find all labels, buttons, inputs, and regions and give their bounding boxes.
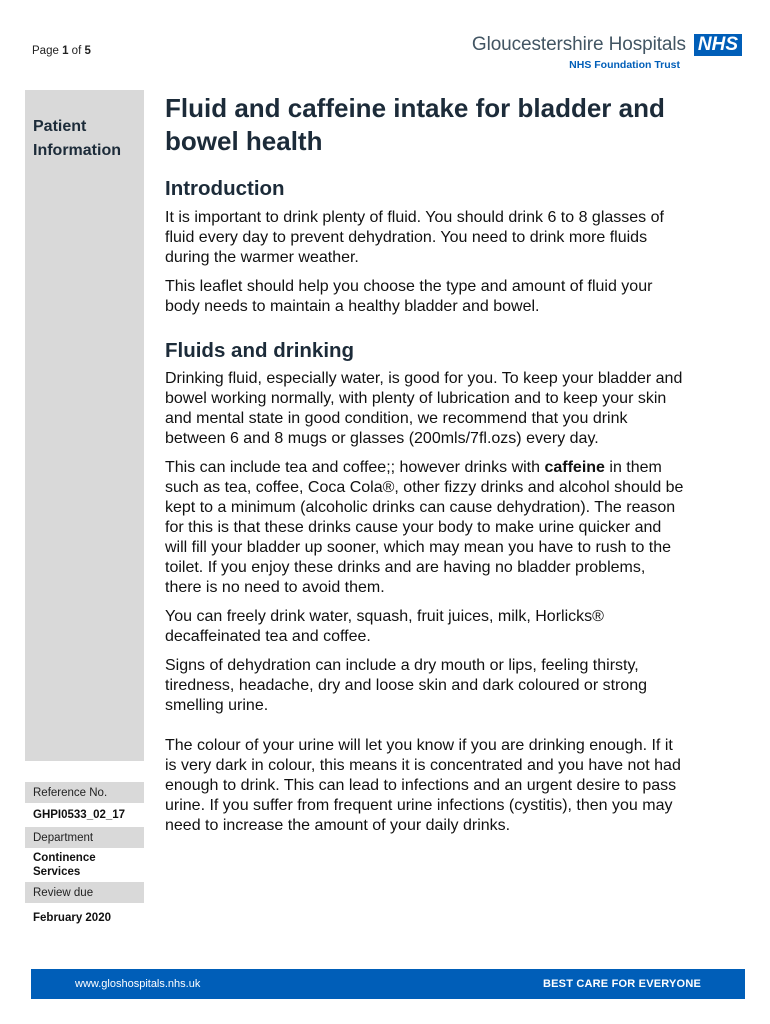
sidebar-panel — [25, 90, 144, 761]
introduction-heading: Introduction — [165, 177, 285, 200]
department-label: Department — [25, 827, 144, 848]
review-due-value: February 2020 — [33, 912, 111, 924]
footer-website: www.gloshospitals.nhs.uk — [75, 978, 201, 990]
fluids-paragraph-2-start: This can include tea and coffee;; however drinks with — [165, 459, 545, 476]
page-title: Fluid and caffeine intake for bladder and bowel health — [165, 93, 665, 156]
main-content — [165, 92, 685, 836]
fluids-paragraph-4: Signs of dehydration can include a dry mouth or lips, feeling thirsty, tiredness, headache, dry and loose skin and dark coloured or strong smelling urine. — [165, 657, 648, 714]
intro-paragraph-1: It is important to drink plenty of fluid. You should drink 6 to 8 glasses of fluid every day to prevent dehydration. You need to drink more fluids during the warmer weather. — [165, 209, 664, 266]
reference-label: Reference No. — [25, 782, 144, 803]
page-current: 1 — [62, 45, 69, 57]
nhs-logo: NHS — [694, 34, 742, 56]
org-name: Gloucestershire Hospitals — [471, 34, 686, 55]
review-due-label: Review due — [25, 882, 144, 903]
sidebar-title-line1: Patient — [33, 118, 87, 135]
organisation-header — [472, 34, 742, 71]
intro-paragraph-2: This leaflet should help you choose the type and amount of fluid your body needs to maintain a healthy bladder and bowel. — [165, 278, 653, 315]
page-prefix: Page — [32, 45, 59, 57]
sidebar-title-line2: Information — [33, 142, 121, 159]
reference-box — [25, 782, 144, 930]
reference-value: GHPI0533_02_17 — [33, 809, 126, 821]
fluids-paragraph-2-end: in them such as tea, coffee, Coca Cola®, other fizzy drinks and alcohol should be kept to a minimum (alcoholic drinks can cause dehydration). The reason for this is that these drinks cause your body to make urine quicker and will fill your bladder up sooner, which may mean you have to rush to the toilet. If you enjoy these drinks and are having no bladder problems, there is no need to avoid them. — [165, 459, 684, 596]
page-number — [32, 45, 91, 57]
sidebar-title — [25, 90, 144, 163]
fluids-paragraph-5: The colour of your urine will let you know if you are drinking enough. If it is very dark in colour, this means it is concentrated and you have not had enough to drink. This can lead to infections and an urgent desire to pass urine. If you suffer from frequent urine infections (cystitis), then you may need to increase the amount of your daily drinks. — [165, 737, 681, 834]
caffeine-emphasis: caffeine — [544, 459, 605, 476]
department-value: Continence Services — [33, 852, 96, 878]
fluids-paragraph-2 — [165, 458, 685, 598]
org-subtitle: NHS Foundation Trust — [569, 59, 680, 71]
page-of: of — [71, 45, 82, 57]
fluids-heading: Fluids and drinking — [165, 339, 355, 362]
footer-bar — [31, 969, 745, 999]
fluids-paragraph-1: Drinking fluid, especially water, is good for you. To keep your bladder and bowel working normally, with plenty of lubrication and to keep your skin and mental state in good condition, we recommend that you drink between 6 and 8 mugs or glasses (200mls/7fl.ozs) every day. — [165, 370, 683, 447]
footer-tagline: BEST CARE FOR EVERYONE — [542, 978, 701, 990]
fluids-paragraph-3: You can freely drink water, squash, fruit juices, milk, Horlicks® decaffeinated tea and coffee. — [165, 608, 604, 645]
page-total: 5 — [84, 45, 91, 57]
